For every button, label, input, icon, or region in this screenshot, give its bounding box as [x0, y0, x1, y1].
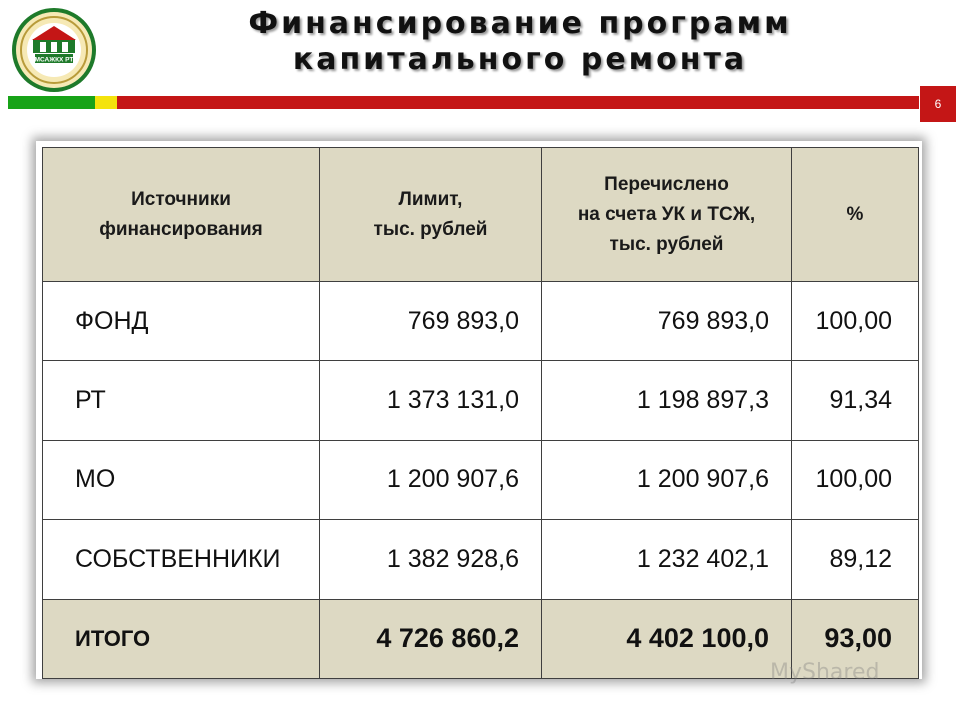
header-transferred-line-2: на счета УК и ТСЖ,	[577, 203, 756, 225]
title-line-1: Финансирование программ	[248, 6, 792, 41]
table-row	[43, 440, 919, 519]
row-percent: 100,00	[792, 282, 919, 361]
total-transferred: 4 402 100,0	[542, 599, 792, 678]
row-source: МО	[43, 440, 320, 519]
header-row	[43, 148, 919, 282]
funding-table	[42, 147, 919, 679]
table-row	[43, 361, 919, 440]
header-source	[43, 148, 320, 282]
row-transferred: 1 198 897,3	[542, 361, 792, 440]
row-percent: 91,34	[792, 361, 919, 440]
total-label: ИТОГО	[43, 599, 320, 678]
watermark: MyShared	[770, 660, 880, 685]
row-limit: 1 382 928,6	[320, 520, 542, 599]
row-source: РТ	[43, 361, 320, 440]
row-limit: 1 373 131,0	[320, 361, 542, 440]
row-transferred: 1 232 402,1	[542, 520, 792, 599]
ministry-logo	[10, 6, 98, 94]
header-transferred	[542, 148, 792, 282]
total-percent: 93,00	[792, 599, 919, 678]
logo-text: МСАЖКХ РТ	[34, 56, 74, 64]
total-limit: 4 726 860,2	[320, 599, 542, 678]
header-percent: %	[792, 148, 919, 282]
header-transferred-line-1: Перечислено	[604, 173, 729, 195]
header-limit-line-2: тыс. рублей	[373, 218, 488, 240]
row-transferred: 1 200 907,6	[542, 440, 792, 519]
row-limit: 769 893,0	[320, 282, 542, 361]
header-limit	[320, 148, 542, 282]
slide-title	[150, 6, 890, 78]
header-limit-line-1: Лимит,	[398, 188, 463, 210]
page-number: 6	[920, 86, 956, 122]
row-source: СОБСТВЕННИКИ	[43, 520, 320, 599]
yellow-stripe	[95, 96, 117, 109]
row-transferred: 769 893,0	[542, 282, 792, 361]
title-line-2: капитального ремонта	[292, 42, 748, 77]
header-source-line-1: Источники	[131, 188, 231, 210]
header-transferred-line-3: тыс. рублей	[609, 233, 724, 255]
red-stripe	[117, 96, 919, 109]
row-percent: 100,00	[792, 440, 919, 519]
row-percent: 89,12	[792, 520, 919, 599]
row-limit: 1 200 907,6	[320, 440, 542, 519]
table-row	[43, 520, 919, 599]
table-row	[43, 282, 919, 361]
header-source-line-2: финансирования	[99, 218, 263, 240]
row-source: ФОНД	[43, 282, 320, 361]
green-stripe	[8, 96, 95, 109]
